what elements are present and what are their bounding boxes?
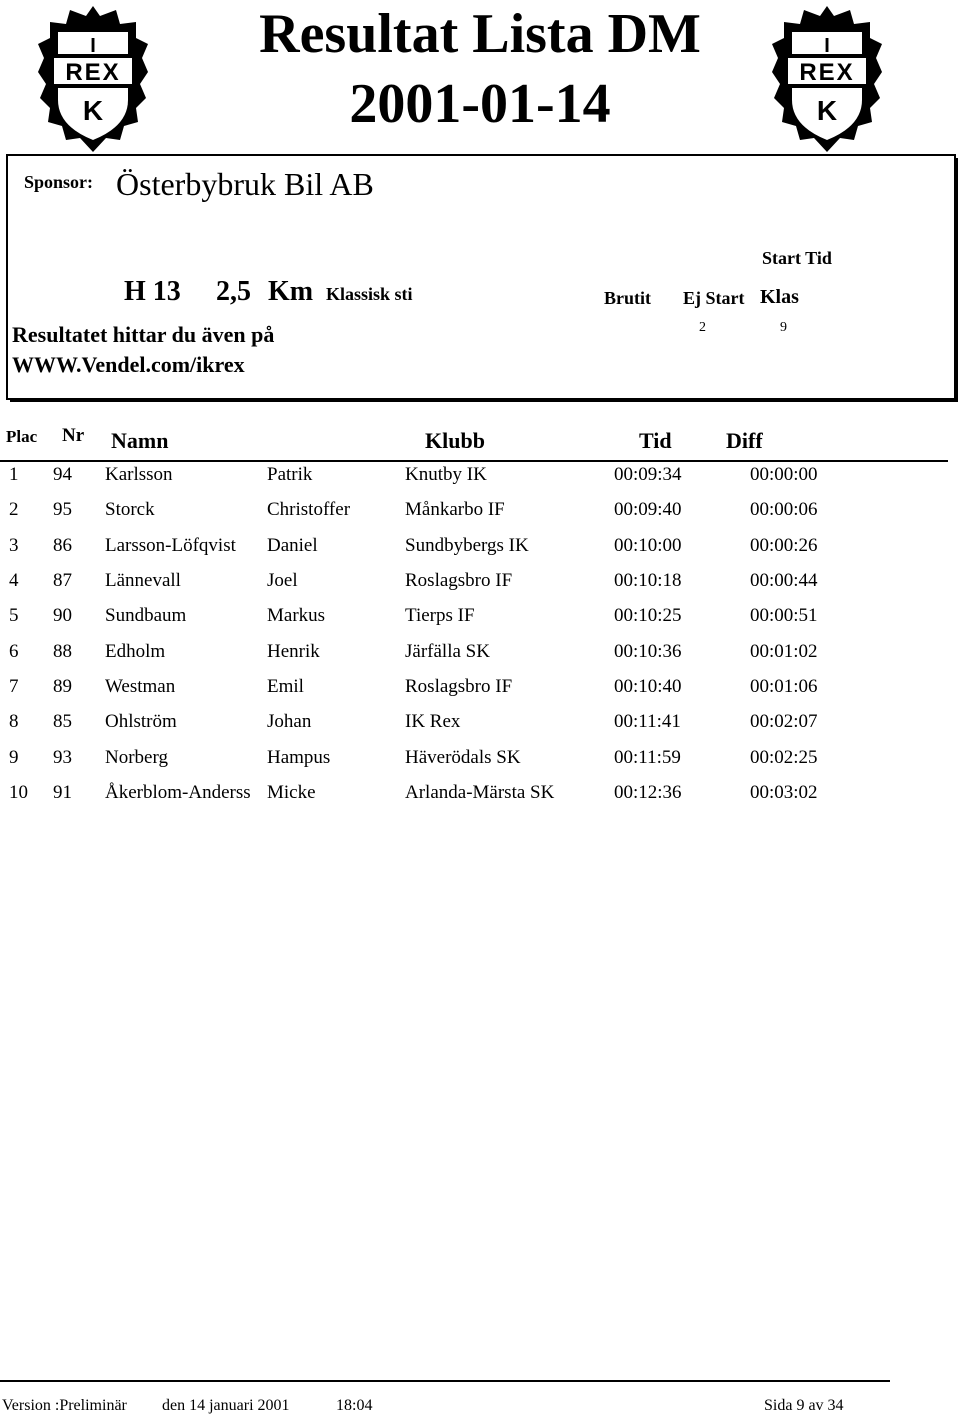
start-tid-label: Start Tid: [762, 248, 832, 268]
table-row: [0, 535, 960, 570]
cell-plac: 6: [9, 641, 19, 662]
cell-nr: 85: [53, 711, 72, 732]
column-header-plac: Plac: [6, 427, 38, 446]
cell-diff: 00:00:26: [750, 535, 818, 556]
cell-nr: 95: [53, 499, 72, 520]
cell-nr: 87: [53, 570, 72, 591]
cell-nr: 88: [53, 641, 72, 662]
results-web-url[interactable]: WWW.Vendel.com/ikrex: [12, 352, 245, 377]
cell-first-name: Christoffer: [267, 499, 351, 520]
cell-diff: 00:01:06: [750, 676, 818, 697]
cell-time: 00:11:41: [614, 711, 681, 732]
table-row: [0, 711, 960, 746]
cell-first-name: Emil: [267, 676, 304, 697]
svg-text:REX: REX: [799, 59, 855, 86]
cell-club: Roslagsbro IF: [405, 570, 513, 591]
cell-last-name: Larsson-Löfqvist: [105, 535, 236, 556]
cell-diff: 00:03:02: [750, 782, 818, 803]
cell-last-name: Lännevall: [105, 570, 181, 591]
cell-club: Knutby IK: [405, 464, 487, 485]
cell-diff: 00:02:07: [750, 711, 818, 732]
cell-diff: 00:01:02: [750, 641, 818, 662]
cell-time: 00:11:59: [614, 747, 681, 768]
column-header-namn: Namn: [111, 428, 169, 453]
cell-nr: 93: [53, 747, 72, 768]
column-header-klubb: Klubb: [425, 428, 485, 453]
cell-last-name: Karlsson: [105, 464, 173, 485]
column-header-tid: Tid: [639, 428, 672, 453]
cell-nr: 86: [53, 535, 72, 556]
cell-time: 00:10:36: [614, 641, 682, 662]
cell-last-name: Sundbaum: [105, 605, 187, 626]
cell-last-name: Edholm: [105, 641, 166, 662]
klas-label: Klas: [760, 286, 799, 308]
table-row: [0, 499, 960, 534]
cell-plac: 1: [9, 464, 19, 485]
box-shadow: [954, 158, 958, 402]
sponsor-name: Österbybruk Bil AB: [116, 166, 374, 202]
cell-plac: 7: [9, 676, 19, 697]
results-web-text: Resultatet hittar du även på: [12, 322, 275, 347]
race-distance: 2,5: [216, 276, 251, 307]
brutit-label: Brutit: [604, 288, 651, 308]
cell-time: 00:12:36: [614, 782, 682, 803]
cell-plac: 8: [9, 711, 19, 732]
table-row: [0, 570, 960, 605]
cell-time: 00:10:25: [614, 605, 682, 626]
cell-last-name: Norberg: [105, 747, 168, 768]
cell-plac: 2: [9, 499, 19, 520]
sponsor-label: Sponsor:: [24, 172, 94, 192]
cell-diff: 00:00:06: [750, 499, 818, 520]
header-divider: [0, 460, 948, 462]
cell-club: Sundbybergs IK: [405, 535, 529, 556]
cell-first-name: Joel: [267, 570, 298, 591]
cell-first-name: Micke: [267, 782, 316, 803]
cell-club: IK Rex: [405, 711, 461, 732]
cell-first-name: Daniel: [267, 535, 318, 556]
cell-time: 00:10:00: [614, 535, 682, 556]
cell-plac: 10: [9, 782, 28, 803]
svg-text:I: I: [824, 35, 830, 57]
cell-club: Månkarbo IF: [405, 499, 505, 520]
cell-diff: 00:00:00: [750, 464, 818, 485]
cell-plac: 3: [9, 535, 19, 556]
cell-diff: 00:00:51: [750, 605, 818, 626]
cell-first-name: Henrik: [267, 641, 320, 662]
svg-text:K: K: [82, 95, 104, 126]
svg-text:K: K: [816, 95, 838, 126]
cell-last-name: Storck: [105, 499, 155, 520]
cell-time: 00:10:18: [614, 570, 682, 591]
footer-date: den 14 januari 2001: [162, 1397, 290, 1414]
race-unit: Km: [268, 276, 314, 307]
cell-plac: 4: [9, 570, 19, 591]
cell-first-name: Johan: [267, 711, 312, 732]
race-style: Klassisk sti: [326, 284, 413, 304]
cell-nr: 94: [53, 464, 72, 485]
svg-text:I: I: [90, 35, 96, 57]
cell-plac: 5: [9, 605, 19, 626]
cell-plac: 9: [9, 747, 19, 768]
cell-nr: 90: [53, 605, 72, 626]
ej-start-label: Ej Start: [683, 288, 745, 308]
cell-last-name: Åkerblom-Anderss: [105, 782, 251, 803]
table-row: [0, 676, 960, 711]
cell-diff: 00:00:44: [750, 570, 818, 591]
page-date: 2001-01-14: [349, 73, 611, 135]
cell-time: 00:09:34: [614, 464, 682, 485]
page-title: Resultat Lista DM: [259, 3, 701, 65]
klas-value: 9: [780, 320, 787, 335]
column-header-nr: Nr: [62, 425, 85, 446]
svg-text:REX: REX: [65, 59, 121, 86]
cell-time: 00:09:40: [614, 499, 682, 520]
table-row: [0, 782, 960, 817]
cell-club: Häverödals SK: [405, 747, 521, 768]
cell-first-name: Hampus: [267, 747, 331, 768]
footer-divider: [0, 1380, 890, 1382]
cell-diff: 00:02:25: [750, 747, 818, 768]
race-class: H 13: [124, 276, 181, 307]
cell-last-name: Westman: [105, 676, 176, 697]
cell-club: Arlanda-Märsta SK: [405, 782, 555, 803]
cell-club: Roslagsbro IF: [405, 676, 513, 697]
cell-first-name: Patrik: [267, 464, 313, 485]
footer-page-number: Sida 9 av 34: [764, 1397, 844, 1414]
cell-club: Tierps IF: [405, 605, 475, 626]
cell-club: Järfälla SK: [405, 641, 490, 662]
table-row: [0, 747, 960, 782]
ej-start-value: 2: [699, 320, 706, 335]
cell-first-name: Markus: [267, 605, 326, 626]
table-row: [0, 641, 960, 676]
table-row: [0, 464, 960, 499]
footer-version: Version :Preliminär: [2, 1397, 127, 1414]
box-shadow: [10, 398, 958, 402]
cell-nr: 89: [53, 676, 72, 697]
cell-nr: 91: [53, 782, 72, 803]
cell-time: 00:10:40: [614, 676, 682, 697]
table-row: [0, 605, 960, 640]
cell-last-name: Ohlström: [105, 711, 177, 732]
footer-time: 18:04: [336, 1397, 373, 1414]
column-header-diff: Diff: [726, 428, 763, 453]
